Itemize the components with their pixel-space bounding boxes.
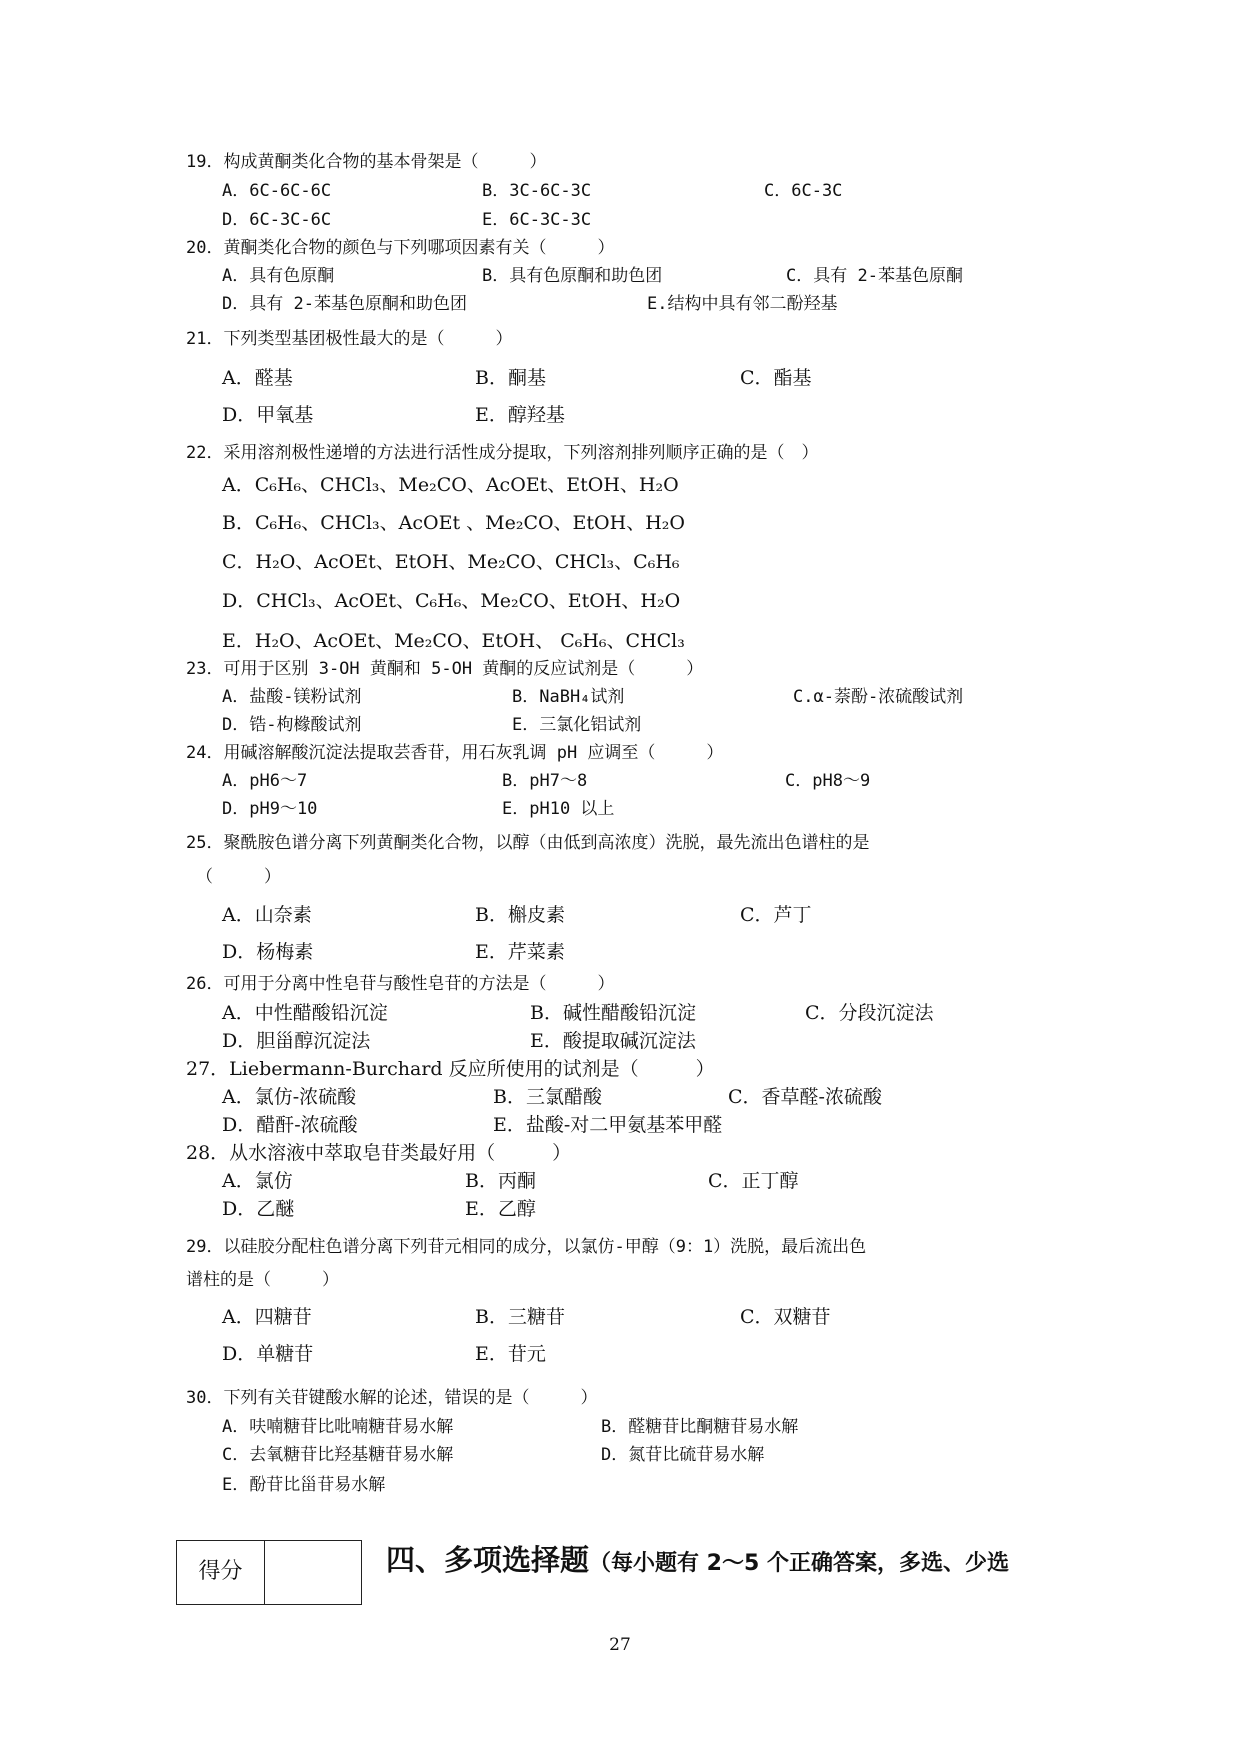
q25-option-e: E．芹菜素 — [475, 941, 565, 963]
q23-option-e: E．三氯化铝试剂 — [512, 715, 642, 735]
q29-stem: 29．以硅胶分配柱色谱分离下列苷元相同的成分，以氯仿-甲醇（9：1）洗脱，最后流出色 — [186, 1237, 867, 1257]
q19-option-b: B．3C-6C-3C — [482, 181, 592, 201]
q27-option-a: A．氯仿-浓硫酸 — [222, 1086, 357, 1108]
q30-stem: 30．下列有关苷键酸水解的论述，错误的是（ ） — [186, 1388, 598, 1408]
q20-option-c: C．具有 2-苯基色原酮 — [786, 266, 963, 286]
q29-option-b: B．三糖苷 — [475, 1306, 565, 1328]
q19-option-e: E．6C-3C-3C — [482, 210, 592, 230]
q21-option-b: B．酮基 — [475, 367, 546, 389]
q27-option-c: C．香草醛-浓硫酸 — [728, 1086, 882, 1108]
q27-option-b: B．三氯醋酸 — [493, 1086, 602, 1108]
q29-option-e: E．苷元 — [475, 1343, 546, 1365]
q19-stem: 19．构成黄酮类化合物的基本骨架是（ ） — [186, 152, 547, 172]
q28-option-a: A．氯仿 — [222, 1170, 293, 1192]
q25-stem-cont: （ ） — [196, 867, 281, 887]
q22-option-c: C．H₂O、AcOEt、EtOH、Me₂CO、CHCl₃、C₆H₆ — [222, 551, 680, 573]
q24-stem: 24．用碱溶解酸沉淀法提取芸香苷，用石灰乳调 pH 应调至（ ） — [186, 743, 724, 763]
section-title: 四、多项选择题 — [386, 1543, 590, 1577]
page-number: 27 — [609, 1635, 631, 1655]
q28-option-e: E．乙醇 — [465, 1198, 536, 1220]
q29-option-c: C．双糖苷 — [740, 1306, 831, 1328]
score-label: 得分 — [177, 1541, 265, 1604]
q24-option-b: B．pH7～8 — [502, 771, 588, 791]
q20-stem: 20．黄酮类化合物的颜色与下列哪项因素有关（ ） — [186, 238, 615, 258]
section-note: （每小题有 2～5 个正确答案，多选、少选 — [589, 1551, 1009, 1576]
q21-option-a: A．醛基 — [222, 367, 293, 389]
q27-option-d: D．醋酐-浓硫酸 — [222, 1114, 358, 1136]
q23-option-d: D．锆-枸橼酸试剂 — [222, 715, 362, 735]
q20-option-b: B．具有色原酮和助色团 — [482, 266, 663, 286]
q28-option-d: D．乙醚 — [222, 1198, 295, 1220]
q26-option-e: E．酸提取碱沉淀法 — [530, 1030, 696, 1052]
q29-option-d: D．单糖苷 — [222, 1343, 314, 1365]
q22-option-d: D．CHCl₃、AcOEt、C₆H₆、Me₂CO、EtOH、H₂O — [222, 590, 681, 612]
q23-option-a: A．盐酸-镁粉试剂 — [222, 687, 362, 707]
q20-option-e: E.结构中具有邻二酚羟基 — [647, 294, 838, 314]
q23-option-b: B．NaBH₄试剂 — [512, 687, 625, 707]
q22-stem: 22．采用溶剂极性递增的方法进行活性成分提取，下列溶剂排列顺序正确的是（ ） — [186, 443, 819, 463]
q19-option-c: C．6C-3C — [764, 181, 843, 201]
q26-stem: 26．可用于分离中性皂苷与酸性皂苷的方法是（ ） — [186, 974, 615, 994]
q25-option-a: A．山奈素 — [222, 904, 312, 926]
q28-stem: 28．从水溶液中萃取皂苷类最好用（ ） — [186, 1142, 572, 1164]
q23-stem: 23．可用于区别 3-OH 黄酮和 5-OH 黄酮的反应试剂是（ ） — [186, 659, 704, 679]
q21-option-c: C．酯基 — [740, 367, 812, 389]
q21-option-e: E．醇羟基 — [475, 404, 565, 426]
q28-option-b: B．丙酮 — [465, 1170, 536, 1192]
q29-option-a: A．四糖苷 — [222, 1306, 312, 1328]
q25-option-c: C．芦丁 — [740, 904, 812, 926]
q22-option-a: A．C₆H₆、CHCl₃、Me₂CO、AcOEt、EtOH、H₂O — [222, 474, 679, 496]
score-box — [176, 1540, 362, 1605]
q19-option-d: D．6C-3C-6C — [222, 210, 332, 230]
q21-stem: 21．下列类型基团极性最大的是（ ） — [186, 329, 513, 349]
q23-option-c: C.α-萘酚-浓硫酸试剂 — [793, 687, 964, 707]
q28-option-c: C．正丁醇 — [708, 1170, 799, 1192]
q26-option-d: D．胆甾醇沉淀法 — [222, 1030, 371, 1052]
q24-option-d: D．pH9～10 — [222, 799, 318, 819]
q22-option-e: E．H₂O、AcOEt、Me₂CO、EtOH、 C₆H₆、CHCl₃ — [222, 630, 685, 652]
q27-option-e: E．盐酸-对二甲氨基苯甲醛 — [493, 1114, 723, 1136]
q24-option-a: A．pH6～7 — [222, 771, 308, 791]
q27-stem: 27．Liebermann-Burchard 反应所使用的试剂是（ ） — [186, 1058, 715, 1080]
q24-option-e: E．pH10 以上 — [502, 799, 615, 819]
q24-option-c: C．pH8～9 — [785, 771, 871, 791]
q25-stem: 25．聚酰胺色谱分离下列黄酮类化合物，以醇（由低到高浓度）洗脱，最先流出色谱柱的是 — [186, 833, 870, 853]
q26-option-c: C．分段沉淀法 — [805, 1002, 934, 1024]
q22-option-b: B．C₆H₆、CHCl₃、AcOEt 、Me₂CO、EtOH、H₂O — [222, 512, 685, 534]
q30-option-a: A．呋喃糖苷比吡喃糖苷易水解 — [222, 1417, 454, 1437]
q29-stem-cont: 谱柱的是（ ） — [186, 1270, 339, 1290]
q30-option-c: C．去氧糖苷比羟基糖苷易水解 — [222, 1445, 454, 1465]
section-heading — [386, 1538, 1009, 1579]
q30-option-d: D．氮苷比硫苷易水解 — [601, 1445, 765, 1465]
q19-option-a: A．6C-6C-6C — [222, 181, 332, 201]
q20-option-a: A．具有色原酮 — [222, 266, 335, 286]
q26-option-a: A．中性醋酸铅沉淀 — [222, 1002, 388, 1024]
q25-option-d: D．杨梅素 — [222, 941, 314, 963]
q21-option-d: D．甲氧基 — [222, 404, 314, 426]
q30-option-e: E．酚苷比甾苷易水解 — [222, 1475, 386, 1495]
q20-option-d: D．具有 2-苯基色原酮和助色团 — [222, 294, 467, 314]
q30-option-b: B．醛糖苷比酮糖苷易水解 — [601, 1417, 799, 1437]
q25-option-b: B．槲皮素 — [475, 904, 565, 926]
q26-option-b: B．碱性醋酸铅沉淀 — [530, 1002, 696, 1024]
